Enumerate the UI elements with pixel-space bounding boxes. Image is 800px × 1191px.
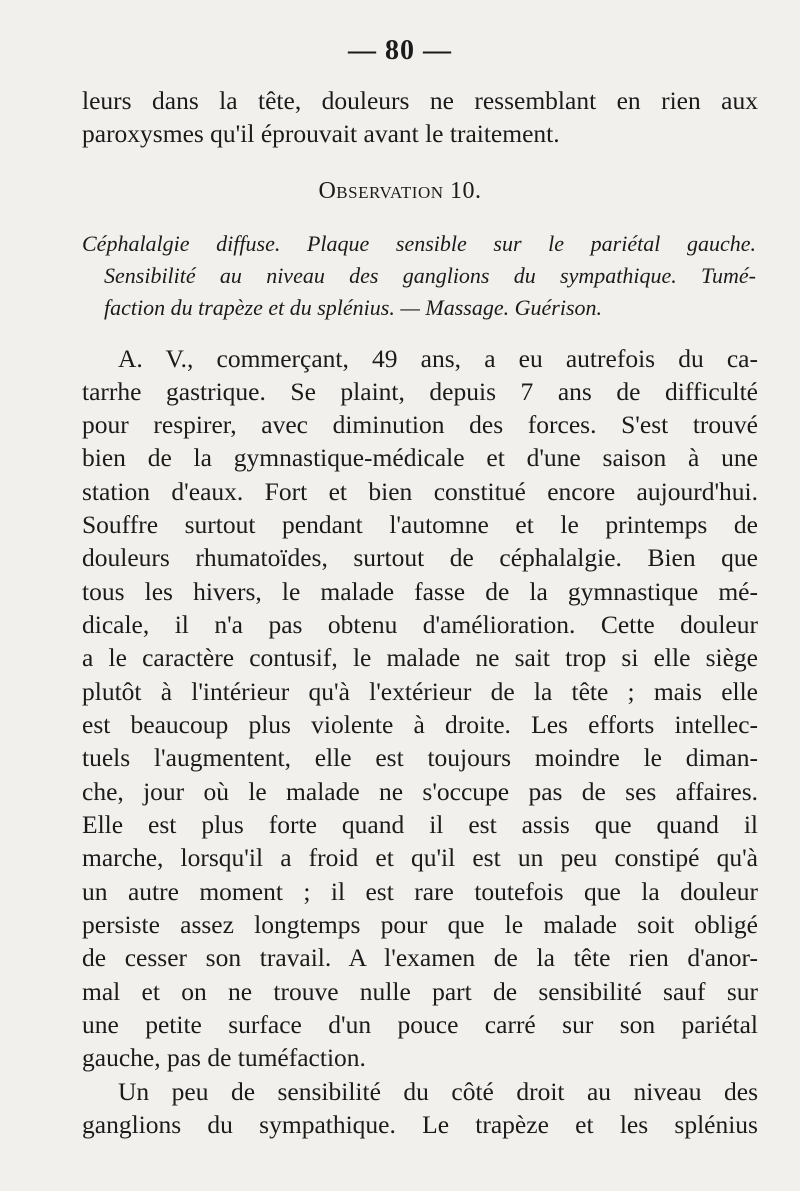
body-line: persiste assez longtemps pour que le malade soit obligé — [82, 910, 758, 939]
summary-line: faction du trapèze et du splénius. — Massage. Guérison. — [104, 295, 603, 320]
summary-line: Céphalalgie diffuse. Plaque sensible sur le pariétal gauche. — [82, 231, 756, 256]
opening-line: leurs dans la tête, douleurs ne ressemblant en rien aux — [82, 86, 758, 115]
body-line: Souffre surtout pendant l'automne et le printemps de — [82, 510, 758, 539]
body-line: est beaucoup plus violente à droite. Les efforts intellec- — [82, 710, 758, 739]
page-number: — 80 — — [348, 35, 452, 66]
body-line: marche, lorsqu'il a froid et qu'il est un peu constipé qu'à — [82, 843, 758, 872]
summary-line: Sensibilité au niveau des ganglions du sympathique. Tumé- — [104, 263, 756, 288]
body-line: tarrhe gastrique. Se plaint, depuis 7 ans de difficulté — [82, 377, 758, 406]
body-line: douleurs rhumatoïdes, surtout de céphalalgie. Bien que — [82, 543, 758, 572]
body-line: station d'eaux. Fort et bien constitué encore aujourd'hui. — [82, 477, 758, 506]
observation-title: Observation 10. — [318, 178, 482, 204]
body-line: plutôt à l'intérieur qu'à l'extérieur de la tête ; mais elle — [82, 677, 758, 706]
body-line: A. V., commerçant, 49 ans, a eu autrefois du ca- — [118, 344, 758, 373]
body-line: tous les hivers, le malade fasse de la gymnastique mé- — [82, 577, 758, 606]
body-line: pour respirer, avec diminution des forces. S'est trouvé — [82, 410, 758, 439]
body-line: Un peu de sensibilité du côté droit au niveau des — [118, 1077, 758, 1106]
body-line: bien de la gymnastique-médicale et d'une saison à une — [82, 443, 758, 472]
body-line: Elle est plus forte quand il est assis que quand il — [82, 810, 758, 839]
body-line: dicale, il n'a pas obtenu d'amélioration. Cette douleur — [82, 610, 758, 639]
body-line: che, jour où le malade ne s'occupe pas de ses affaires. — [82, 777, 758, 806]
body-line: mal et on ne trouve nulle part de sensibilité sauf sur — [82, 977, 758, 1006]
body-line: tuels l'augmentent, elle est toujours moindre le diman- — [82, 743, 758, 772]
body-line: gauche, pas de tuméfaction. — [82, 1043, 366, 1072]
body-line: une petite surface d'un pouce carré sur son pariétal — [82, 1010, 758, 1039]
body-line: ganglions du sympathique. Le trapèze et les splénius — [82, 1110, 758, 1139]
opening-line: paroxysmes qu'il éprouvait avant le traitement. — [82, 119, 560, 148]
body-line: un autre moment ; il est rare toutefois que la douleur — [82, 877, 758, 906]
body-line: a le caractère contusif, le malade ne sait trop si elle siège — [82, 643, 758, 672]
body-line: de cesser son travail. A l'examen de la tête rien d'anor- — [82, 943, 758, 972]
